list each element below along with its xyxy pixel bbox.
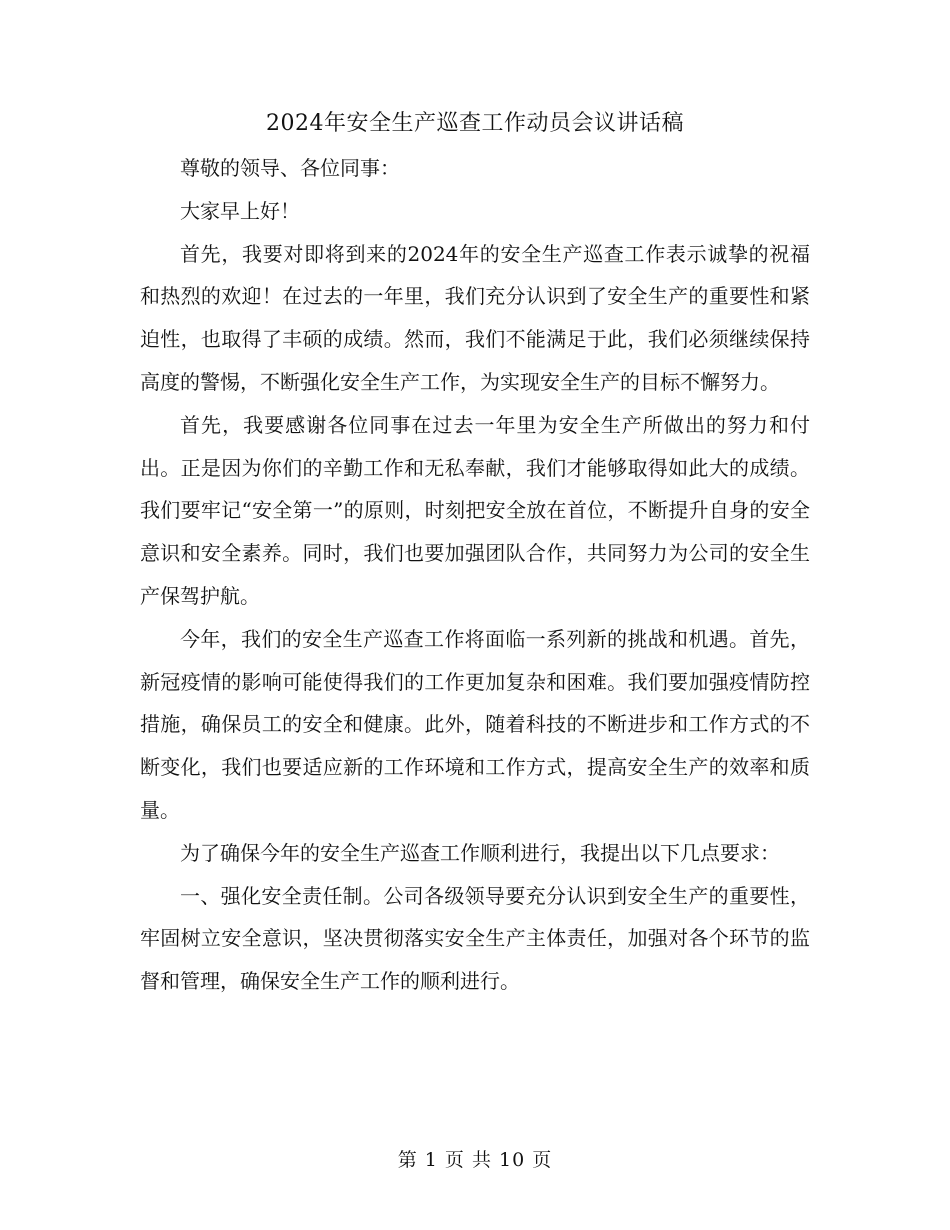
document-body [140, 147, 810, 1003]
body-paragraph: 一、强化安全责任制。公司各级领导要充分认识到安全生产的重要性，牢固树立安全意识，坚决贯彻落实安全生产主体责任，加强对各个环节的监督和管理，确保安全生产工作的顺利进行。 [140, 883, 810, 994]
body-paragraph: 为了确保今年的安全生产巡查工作顺利进行，我提出以下几点要求： [180, 840, 780, 865]
page-number-footer: 第 1 页 共 10 页 [397, 1149, 553, 1171]
salutation-paragraph: 尊敬的领导、各位同事： [180, 156, 400, 180]
document-title: 2024年安全生产巡查工作动员会议讲话稿 [266, 111, 684, 136]
body-paragraph: 首先，我要感谢各位同事在过去一年里为安全生产所做出的努力和付出。正是因为你们的辛勤工作和无私奉献，我们才能够取得如此大的成绩。我们要牢记“安全第一”的原则，时刻把安全放在首位，不断提升自身的安全意识和安全素养。同时，我们也要加强团队合作，共同努力为公司的安全生产保驾护航。 [140, 412, 810, 608]
body-paragraph: 首先，我要对即将到来的2024年的安全生产巡查工作表示诚挚的祝福和热烈的欢迎！在过去的一年里，我们充分认识到了安全生产的重要性和紧迫性，也取得了丰硕的成绩。然而，我们不能满足于此，我们必须继续保持高度的警惕，不断强化安全生产工作，为实现安全生产的目标不懈努力。 [140, 241, 810, 394]
body-paragraph: 今年，我们的安全生产巡查工作将面临一系列新的挑战和机遇。首先，新冠疫情的影响可能使得我们的工作更加复杂和困难。我们要加强疫情防控措施，确保员工的安全和健康。此外，随着科技的不断进步和工作方式的不断变化，我们也要适应新的工作环境和工作方式，提高安全生产的效率和质量。 [140, 626, 810, 822]
greeting-paragraph: 大家早上好！ [180, 198, 300, 223]
